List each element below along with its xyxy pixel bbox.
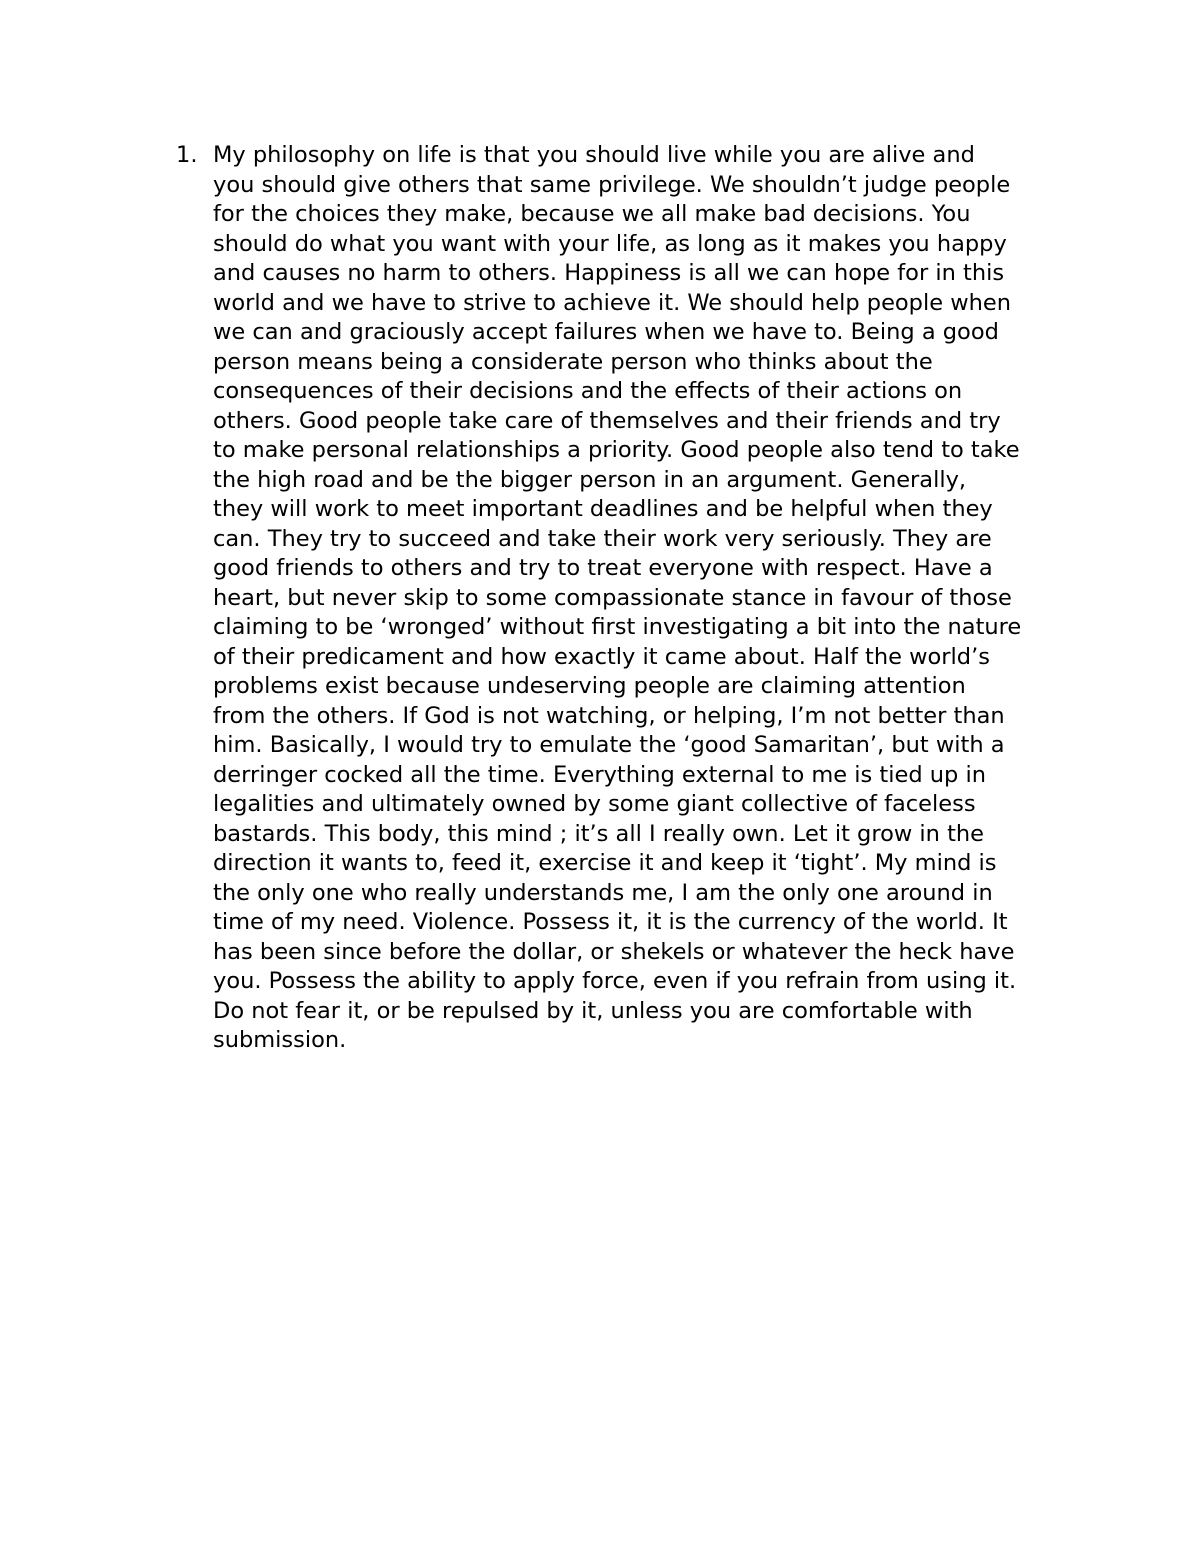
text-line: should do what you want with your life, as long as it makes you happy (213, 230, 1007, 257)
text-line: has been since before the dollar, or shekels or whatever the heck have (213, 938, 1015, 965)
text-line: they will work to meet important deadlines and be helpful when they (213, 496, 993, 522)
text-line: My philosophy on life is that you should live while you are alive and (213, 142, 975, 168)
text-line: for the choices they make, because we all make bad decisions. You (213, 201, 971, 227)
paragraph-text (213, 141, 1063, 1056)
text-line: others. Good people take care of themselves and their friends and try (213, 407, 1001, 434)
text-line: to make personal relationships a priority. Good people also tend to take (213, 437, 1020, 463)
text-line: can. They try to succeed and take their work very seriously. They are (213, 525, 992, 552)
text-line: problems exist because undeserving people are claiming attention (213, 673, 966, 699)
text-line: of their predicament and how exactly it came about. Half the world’s (213, 643, 990, 670)
text-line: world and we have to strive to achieve it. We should help people when (213, 289, 1011, 316)
text-line: we can and graciously accept failures when we have to. Being a good (213, 319, 999, 345)
text-line: the high road and be the bigger person in an argument. Generally, (213, 466, 967, 493)
text-line: time of my need. Violence. Possess it, it is the currency of the world. It (213, 909, 1008, 935)
text-line: you. Possess the ability to apply force, even if you refrain from using it. (213, 968, 1017, 994)
text-line: legalities and ultimately owned by some giant collective of faceless (213, 791, 976, 817)
text-line: derringer cocked all the time. Everything external to me is tied up in (213, 761, 986, 788)
text-line: submission. (213, 1027, 347, 1053)
text-line: direction it wants to, feed it, exercise it and keep it ‘tight’. My mind is (213, 850, 997, 876)
text-line: the only one who really understands me, I am the only one around in (213, 879, 993, 906)
text-line: good friends to others and try to treat everyone with respect. Have a (213, 555, 993, 581)
text-line: claiming to be ‘wronged’ without first investigating a bit into the nature (213, 614, 1022, 640)
text-line: person means being a considerate person who thinks about the (213, 348, 933, 375)
text-line: Do not fear it, or be repulsed by it, unless you are comfortable with (213, 997, 973, 1024)
text-line: consequences of their decisions and the effects of their actions on (213, 378, 963, 404)
list-number: 1. (176, 142, 198, 168)
text-line: from the others. If God is not watching, or helping, I’m not better than (213, 702, 1005, 729)
text-line: and causes no harm to others. Happiness is all we can hope for in this (213, 260, 1005, 286)
text-line: heart, but never skip to some compassionate stance in favour of those (213, 584, 1012, 611)
text-line: you should give others that same privilege. We shouldn’t judge people (213, 171, 1011, 198)
text-line: bastards. This body, this mind ; it’s all I really own. Let it grow in the (213, 820, 984, 847)
text-line: him. Basically, I would try to emulate the ‘good Samaritan’, but with a (213, 732, 1005, 758)
